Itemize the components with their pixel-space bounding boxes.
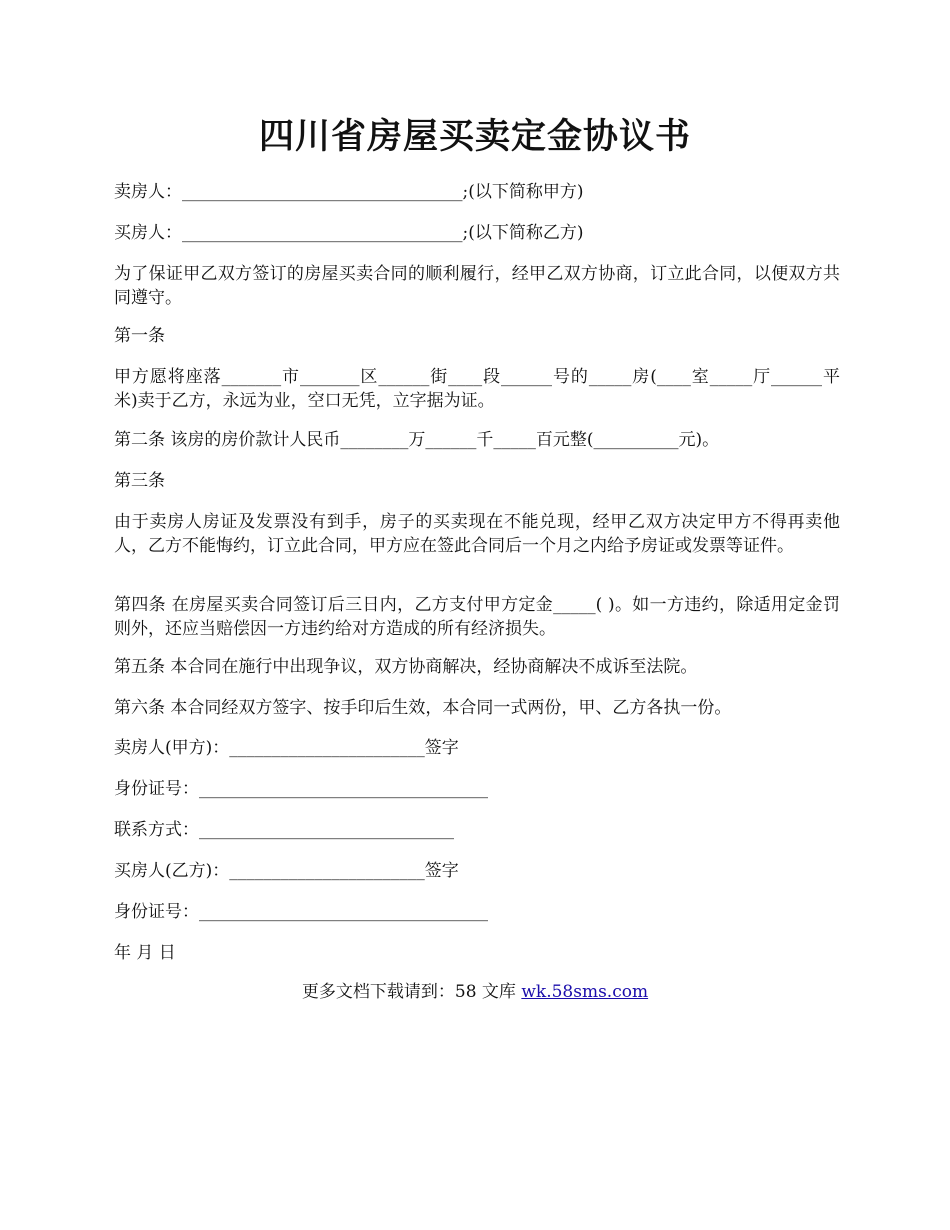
seller-signature-line: 卖房人(甲方)：_______________________签字 <box>114 738 459 758</box>
buyer-id-line: 身份证号：__________________________________ <box>114 902 488 922</box>
article-3-text: 由于卖房人房证及发票没有到手，房子的买卖现在不能兑现，经甲乙双方决定甲方不得再卖他人，乙方不能悔约，订立此合同，甲方应在签此合同后一个月之内给予房证或发票等证件。 <box>114 512 840 556</box>
preamble-paragraph: 为了保证甲乙双方签订的房屋买卖合同的顺利履行，经甲乙双方协商，订立此合同，以便双方共同遵守。 <box>114 264 840 308</box>
seller-id-line: 身份证号：__________________________________ <box>114 779 488 799</box>
date-line: 年 月 日 <box>114 943 176 963</box>
buyer-signature-line: 买房人(乙方)：_______________________签字 <box>114 861 459 881</box>
article-3-heading: 第三条 <box>114 471 165 491</box>
footer-link[interactable]: wk.58sms.com <box>521 982 649 1002</box>
article-1-heading: 第一条 <box>114 326 165 346</box>
article-2-text: 第二条 该房的房价款计人民币________万______千_____百元整(__________元)。 <box>114 430 720 450</box>
footer <box>0 980 950 1004</box>
article-1-text: 甲方愿将座落_______市_______区______街____段______号的_____房(____室_____厅______平米)卖于乙方，永远为业，空口无凭，立字据为证。 <box>114 367 840 411</box>
article-4-text: 第四条 在房屋买卖合同签订后三日内，乙方支付甲方定金_____( )。如一方违约，除适用定金罚则外，还应当赔偿因一方违约给对方造成的所有经济损失。 <box>114 595 840 639</box>
seller-line: 卖房人：_________________________________;(以下简称甲方) <box>114 182 584 202</box>
footer-text: 更多文档下载请到：58 文库 <box>301 982 522 1002</box>
buyer-line: 买房人：_________________________________;(以下简称乙方) <box>114 223 584 243</box>
document-title: 四川省房屋买卖定金协议书 <box>258 117 691 157</box>
article-6-text: 第六条 本合同经双方签字、按手印后生效，本合同一式两份，甲、乙方各执一份。 <box>114 698 732 718</box>
contact-line: 联系方式：______________________________ <box>114 820 454 840</box>
article-5-text: 第五条 本合同在施行中出现争议，双方协商解决，经协商解决不成诉至法院。 <box>114 657 698 677</box>
